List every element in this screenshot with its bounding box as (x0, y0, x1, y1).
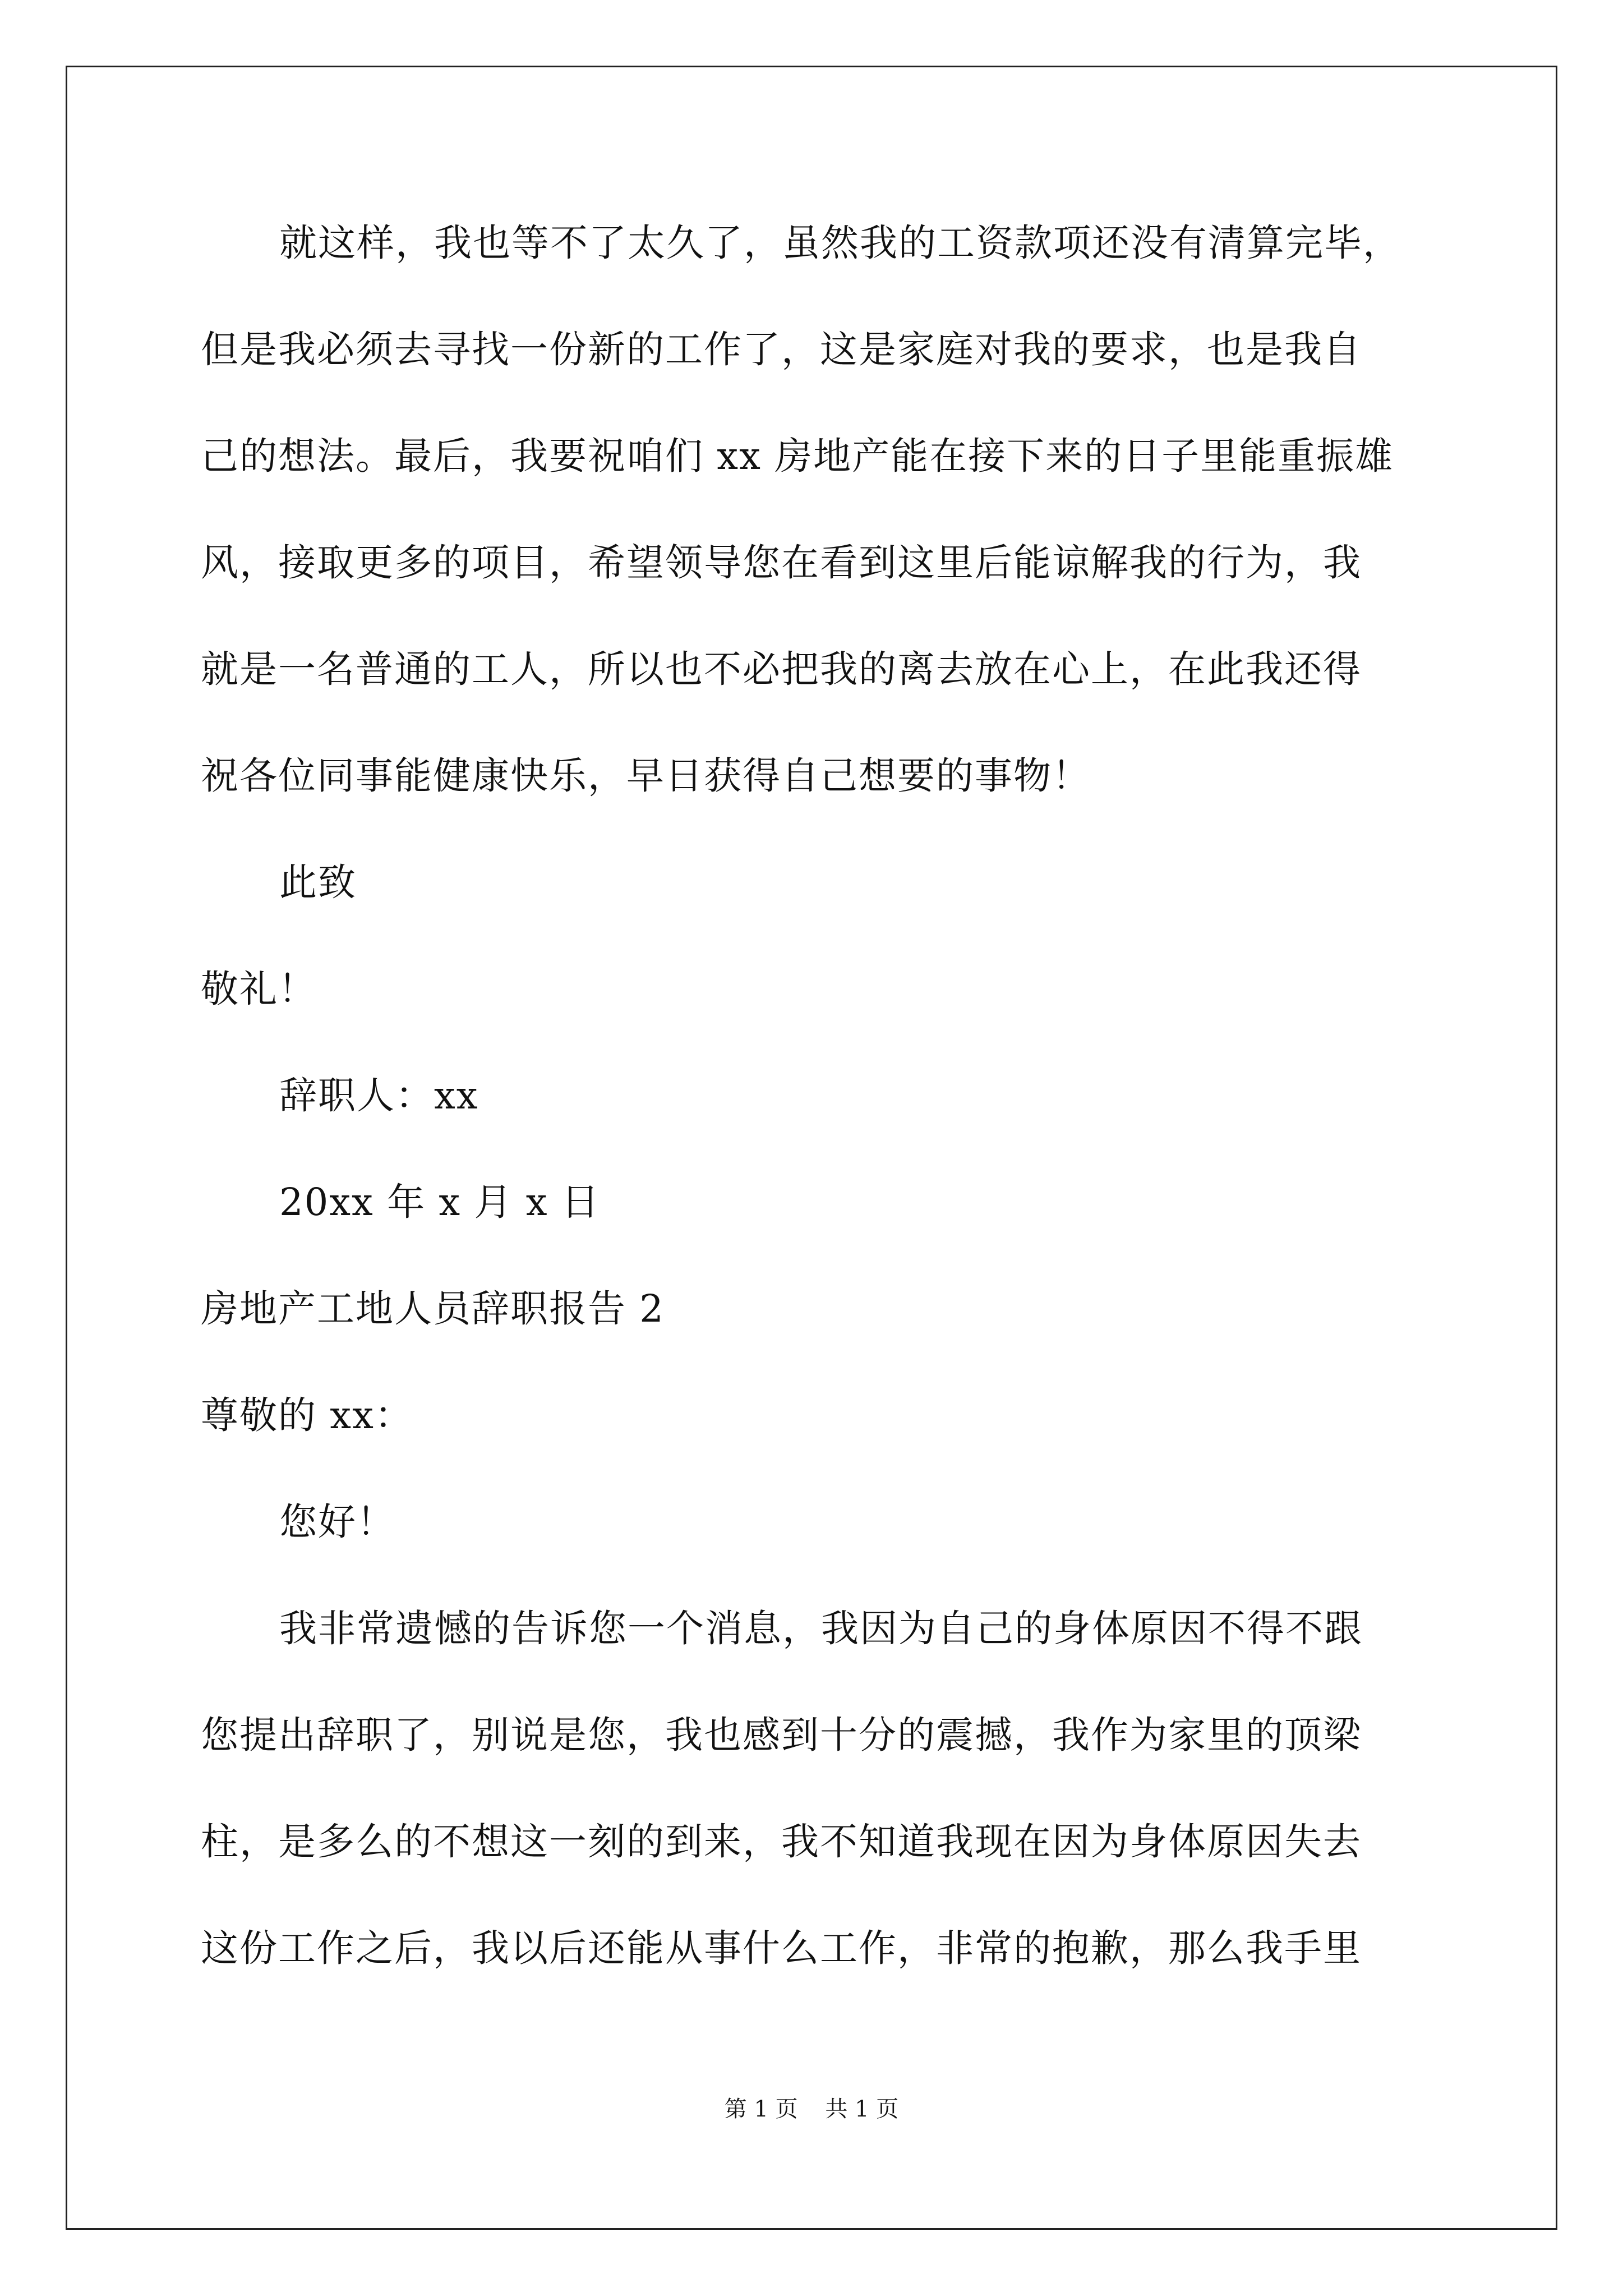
page-number: 第 1 页 (724, 2096, 798, 2122)
paragraph-line: 我非常遗憾的告诉您一个消息，我因为自己的身体原因不得不跟 (279, 1607, 1363, 1650)
paragraph-line: 风，接取更多的项目，希望领导您在看到这里后能谅解我的行为，我 (201, 541, 1362, 585)
paragraph-line: 己的想法。最后，我要祝咱们 xx 房地产能在接下来的日子里能重振雄 (201, 434, 1394, 478)
document-body (201, 215, 1435, 2027)
closing-salutation: 此致 (279, 861, 357, 904)
letter-greeting: 尊敬的 xx： (201, 1393, 413, 1437)
closing-regards: 敬礼！ (201, 967, 317, 1011)
page-total: 共 1 页 (825, 2096, 899, 2122)
signature-date: 20xx 年 x 月 x 日 (279, 1180, 600, 1224)
letter-hello: 您好！ (279, 1500, 395, 1544)
section-title: 房地产工地人员辞职报告 2 (201, 1287, 665, 1331)
paragraph-line: 您提出辞职了，别说是您，我也感到十分的震撼，我作为家里的顶梁 (201, 1713, 1362, 1757)
signature-name: 辞职人：xx (279, 1074, 479, 1117)
paragraph-line: 祝各位同事能健康快乐，早日获得自己想要的事物！ (201, 754, 1091, 798)
page-footer (0, 2092, 1623, 2126)
paragraph-line: 这份工作之后，我以后还能从事什么工作，非常的抱歉，那么我手里 (201, 1926, 1362, 1970)
paragraph-line: 就这样，我也等不了太久了，虽然我的工资款项还没有清算完毕， (279, 221, 1401, 265)
paragraph-line: 柱，是多么的不想这一刻的到来，我不知道我现在因为身体原因失去 (201, 1820, 1362, 1864)
paragraph-line: 但是我必须去寻找一份新的工作了，这是家庭对我的要求，也是我自 (201, 328, 1362, 371)
paragraph-line: 就是一名普通的工人，所以也不必把我的离去放在心上，在此我还得 (201, 647, 1362, 691)
